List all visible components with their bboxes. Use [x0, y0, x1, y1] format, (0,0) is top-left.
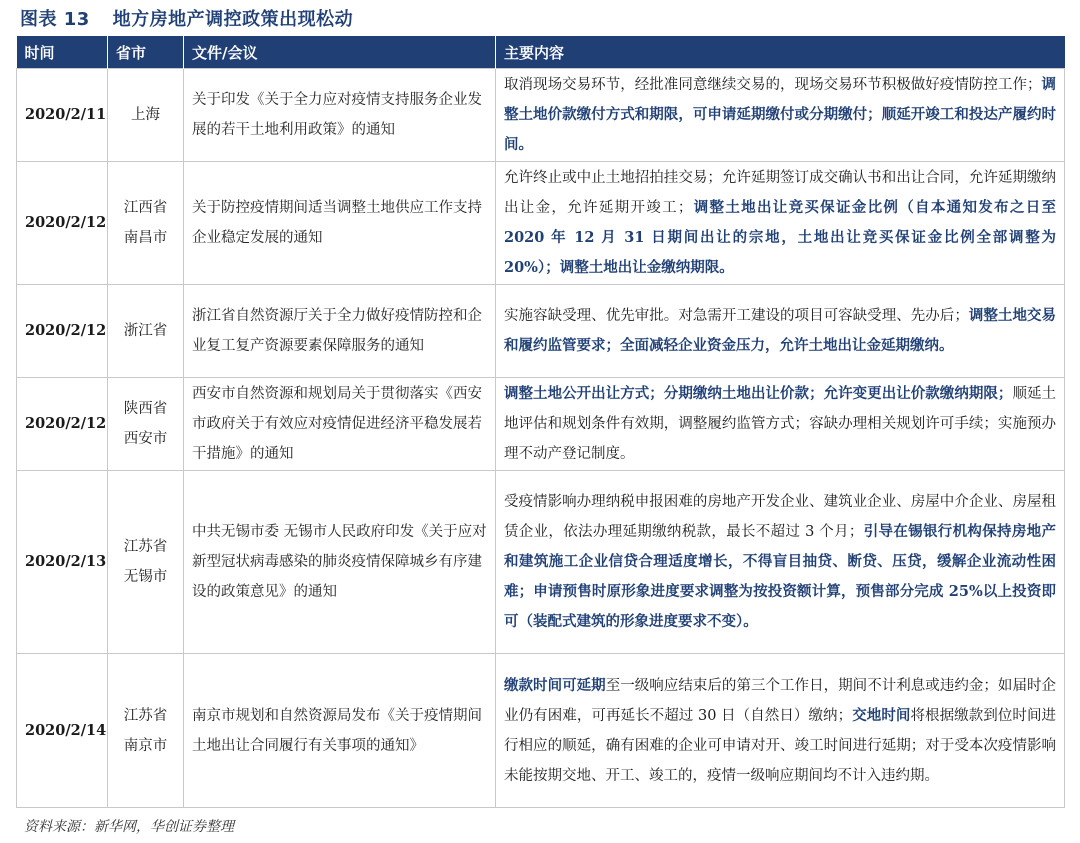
policy-table	[16, 36, 1065, 808]
header-document: 文件/会议	[184, 36, 496, 69]
cell-province: 江苏省 南京市	[108, 654, 184, 808]
cell-date: 2020/2/14	[17, 654, 108, 808]
cell-date: 2020/2/11	[17, 69, 108, 162]
cell-date: 2020/2/13	[17, 471, 108, 654]
cell-document: 中共无锡市委 无锡市人民政府印发《关于应对新型冠状病毒感染的肺炎疫情保障城乡有序建设的政策意见》的通知	[184, 471, 496, 654]
table-row	[17, 378, 1065, 471]
cell-document: 南京市规划和自然资源局发布《关于疫情期间土地出让合同履行有关事项的通知》	[184, 654, 496, 808]
figure-title	[20, 5, 353, 31]
figure-caption: 地方房地产调控政策出现松动	[112, 9, 354, 30]
content-highlight: 交地时间	[852, 706, 911, 724]
table-row	[17, 69, 1065, 162]
cell-date: 2020/2/12	[17, 162, 108, 285]
content-text: 将根据缴款到位时间进行相应的顺延，确有困难的企业可申请对开、竣工时间进行延期；对于受本次疫情影响未能按期交地、开工、竣工的，疫情一级响应期间均不计入违约期。	[504, 707, 1057, 784]
content-text: 至一级响应结束后的第三个工作日，期间不计利息或违约金；如届时企业仍有困难，可再延长不超过 30 日（自然日）缴纳；	[504, 677, 1057, 724]
cell-content	[496, 471, 1065, 654]
cell-province: 江西省 南昌市	[108, 162, 184, 285]
cell-content	[496, 69, 1065, 162]
cell-province: 上海	[108, 69, 184, 162]
cell-content	[496, 378, 1065, 471]
header-content: 主要内容	[496, 36, 1065, 69]
header-province: 省市	[108, 36, 184, 69]
content-highlight: 缴款时间可延期	[504, 676, 606, 694]
table-row	[17, 654, 1065, 808]
content-highlight: 调整土地出让竞买保证金比例（自本通知发布之日至 2020 年 12 月 31 日期间出让的宗地，土地出让竞买保证金比例全部调整为 20%）；调整土地出让金缴纳期限。	[504, 199, 1057, 276]
table-row	[17, 471, 1065, 654]
cell-province: 陕西省 西安市	[108, 378, 184, 471]
cell-province: 浙江省	[108, 285, 184, 378]
cell-content	[496, 285, 1065, 378]
content-highlight: 调整土地价款缴付方式和期限，可申请延期缴付或分期缴付；顺延开竣工和投达产履约时间。	[504, 76, 1057, 153]
cell-document: 关于防控疫情期间适当调整土地供应工作支持企业稳定发展的通知	[184, 162, 496, 285]
cell-content	[496, 162, 1065, 285]
cell-content	[496, 654, 1065, 808]
content-text: 取消现场交易环节，经批准同意继续交易的，现场交易环节积极做好疫情防控工作；	[504, 77, 1042, 93]
cell-province: 江苏省 无锡市	[108, 471, 184, 654]
table-row	[17, 285, 1065, 378]
table-header-row	[17, 36, 1065, 69]
header-time: 时间	[17, 36, 108, 69]
cell-date: 2020/2/12	[17, 285, 108, 378]
cell-document: 浙江省自然资源厅关于全力做好疫情防控和企业复工复产资源要素保障服务的通知	[184, 285, 496, 378]
source-note: 资料来源：新华网，华创证券整理	[24, 819, 234, 835]
figure-label: 图表 13	[20, 9, 90, 30]
content-highlight: 引导在锡银行机构保持房地产和建筑施工企业信贷合理适度增长，不得盲目抽贷、断贷、压贷，缓解企业流动性困难；申请预售时原形象进度要求调整为按投资额计算，预售部分完成 25%以上投资即可（装配式建筑的形象进度要求不变）。	[504, 523, 1056, 630]
content-text: 受疫情影响办理纳税申报困难的房地产开发企业、建筑业企业、房屋中介企业、房屋租赁企业，依法办理延期缴纳税款，最长不超过 3 个月；	[504, 494, 1056, 540]
cell-date: 2020/2/12	[17, 378, 108, 471]
cell-document: 关于印发《关于全力应对疫情支持服务企业发展的若干土地利用政策》的通知	[184, 69, 496, 162]
cell-document: 西安市自然资源和规划局关于贯彻落实《西安市政府关于有效应对疫情促进经济平稳发展若干措施》的通知	[184, 378, 496, 471]
table-row	[17, 162, 1065, 285]
content-text: 实施容缺受理、优先审批。对急需开工建设的项目可容缺受理、先办后；	[504, 308, 969, 324]
content-highlight: 调整土地公开出让方式；分期缴纳土地出让价款；允许变更出让价款缴纳期限；	[504, 385, 1013, 402]
content-highlight: 调整土地交易和履约监管要求；全面减轻企业资金压力，允许土地出让金延期缴纳。	[504, 307, 1057, 354]
content-text: 顺延土地评估和规划条件有效期，调整履约监管方式；容缺办理相关规划许可手续；实施预办理不动产登记制度。	[504, 386, 1057, 462]
content-text: 允许终止或中止土地招拍挂交易；允许延期签订成交确认书和出让合同，允许延期缴纳出让金，允许延期开竣工；	[504, 170, 1056, 216]
